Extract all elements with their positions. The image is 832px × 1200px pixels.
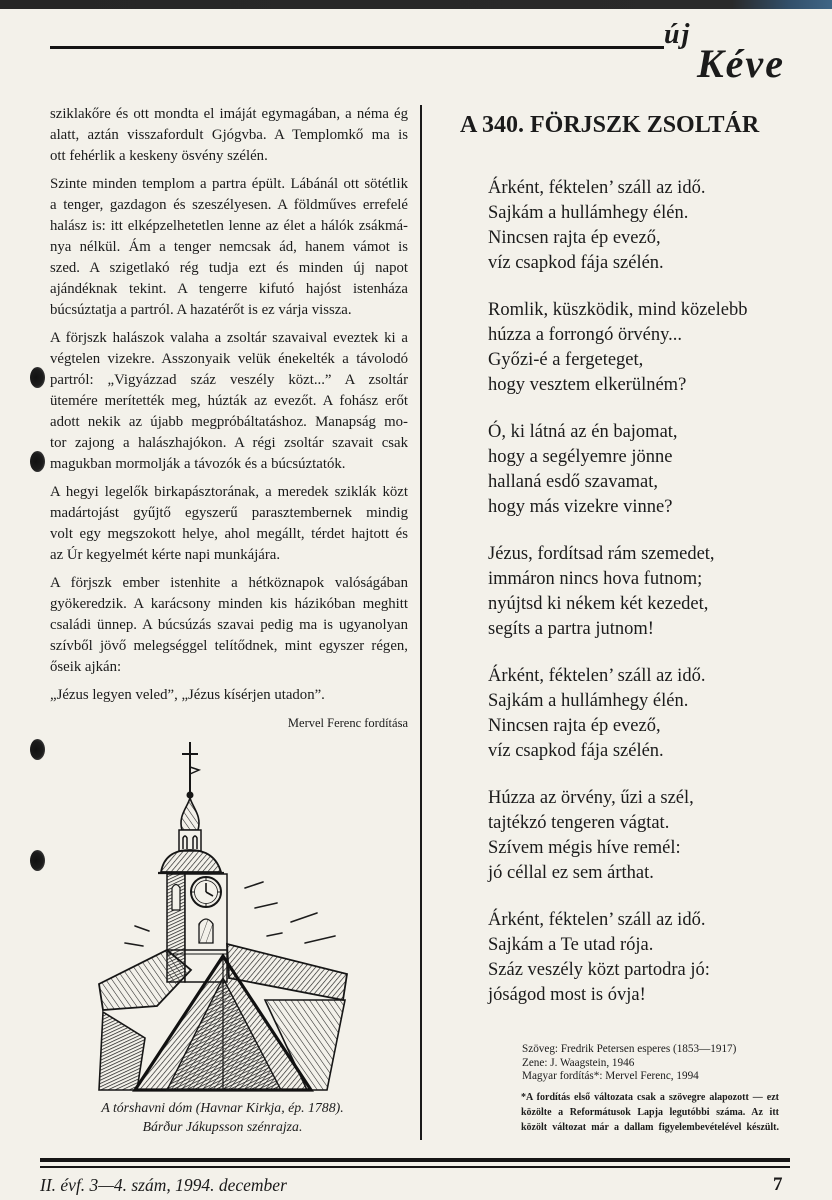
credit-translation: Magyar fordítás*: Mervel Ferenc, 1994 [522,1070,699,1083]
punch-hole [30,850,45,871]
illustration-caption [95,1098,350,1136]
text-line: A förjszk ember istenhite a hétköznapok valóságában [50,575,408,591]
paragraph [50,104,408,167]
text-line: partról: „Vigyázzad száz veszély közt...” A zsoltár [50,372,408,388]
column-divider [420,105,422,1140]
caption-line: A tórshavni dóm (Havnar Kirkja, ép. 1788). [101,1100,344,1115]
text-line: tor zajong a halászhajókon. A régi zsoltár szavait csak [50,435,408,451]
text-line: a tenger, gazdagon és szeszélyesen. A földműves errefelé [50,197,408,213]
footer-rule-thin [40,1166,790,1168]
poem-credits [522,1043,736,1084]
text-line: A förjszk halászok valaha a zsoltár szavaival eveztek ki a [50,330,408,346]
poem-line: Nincsen rajta ép evező, [488,716,661,736]
text-line: őseik ajkán: [50,659,122,675]
cathedral-sketch [95,738,350,1096]
text-line: nya nélkül. Ám a tenger nemcsak ád, hanem vámot is [50,239,408,255]
footnote [521,1090,779,1135]
text-line: szívből jövő melegséggel telítődnek, mint egyszer régen, [50,638,408,654]
caption-line: Bárður Jákupsson szénrajza. [142,1119,303,1134]
text-line: adott nekik az újabb megpróbáltatáshoz. Manapság mo- [50,414,408,430]
punch-hole [30,739,45,760]
credit-text: Szöveg: Fredrik Petersen esperes (1853—1917) [522,1043,737,1055]
poem-line: segíts a partra jutnom! [488,619,654,639]
text-line: végtelen vizekre. Asszonyaik velük énekelték a távolodó [50,351,408,367]
footer-rule-thick [40,1158,790,1162]
poem-line: húzza a forrongó örvény... [488,325,682,345]
poem-line: Szívem mégis híve remél: [488,838,681,858]
text-line: ajándéknak tekint. A tengerre kifutó hajóst istenháza [50,281,408,297]
cross-icon [182,742,199,792]
stanza [488,542,748,642]
blessing-quote: „Jézus legyen veled”, „Jézus kísérjen utadon”. [50,687,325,703]
poem-line: Sajkám a hullámhegy élén. [488,691,689,711]
left-column-article [50,104,408,732]
clock-icon [191,877,221,907]
poem-line: Nincsen rajta ép evező, [488,228,661,248]
page-number: 7 [773,1174,783,1195]
text-line: az Úr kegyelmét kérte napi munkájára. [50,547,281,563]
stanza [488,298,748,398]
text-line: A hegyi legelők birkapásztorának, a meredek sziklák közt [50,484,408,500]
stanza [488,420,748,520]
text-line: ütemére merítették meg, húzták az evezőt. A fohász erőt [50,393,408,409]
poem-line: hogy a segélyemre jönne [488,447,673,467]
text-line: magukban mormolják a távozók és a búcsúztatók. [50,456,346,472]
scan-edge [0,0,832,9]
poem-line: Árként, féktelen’ száll az idő. [488,666,706,686]
poem-title: A 340. FÖRJSZK ZSOLTÁR [460,112,760,138]
stanza [488,908,748,1008]
paragraph [50,328,408,475]
punch-hole [30,367,45,388]
text-line: Szinte minden templom a partra épült. Lábánál ott sötétlik [50,176,408,192]
poem-body [488,176,748,1030]
footnote-line: közölt változat már a dallam figyelembevételével készült. [521,1122,779,1133]
text-line: volt egy megszokott helye, ahol megállt, térdet hajtott és [50,526,408,542]
poem-line: jó céllal ez sem árthat. [488,863,654,883]
poem-line: nyújtsd ki nékem két kezedet, [488,594,709,614]
text-line: madártojást gyűjtő egyszerű parasztembernek mindig [50,505,408,521]
stanza [488,176,748,276]
poem-line: Húzza az örvény, űzi a szél, [488,788,694,808]
poem-line: víz csapkod fája szélén. [488,741,664,761]
stanza [488,786,748,886]
tower-arched-window [199,919,213,943]
logo-main: Kéve [697,41,785,86]
text-line: búcsúztatja a partról. A hazatérőt is ez várja vissza. [50,302,352,318]
footnote-line: *A fordítás első változata csak a szövegre alapozott — ezt [521,1092,779,1103]
text-line: gyökeredzik. A karácsony minden kis házikóban meghitt [50,596,408,612]
poem-line: Árként, féktelen’ száll az idő. [488,178,706,198]
text-line: szed. A szigetlakó rég tudja ezt és minden új napot [50,260,408,276]
translator-credit: Mervel Ferenc fordítása [287,716,408,730]
poem-line: immáron nincs hova futnom; [488,569,703,589]
lantern [179,830,201,851]
poem-line: jóságod most is óvja! [488,985,646,1005]
text-line: ott fehérlik a keskeny ösvény szélén. [50,148,268,164]
tower-window [172,885,180,911]
poem-line: Győzi-é a fergeteget, [488,350,644,370]
poem-line: hallaná esdő szavamat, [488,472,659,492]
poem-line: Jézus, fordítsad rám szemedet, [488,544,715,564]
poem-line: hogy vesztem elkerülném? [488,375,687,395]
issue-info: II. évf. 3—4. szám, 1994. december [40,1175,287,1195]
text-line: halász is: itt elképzelhetetlen lenne az élet a hálók zsákmá- [50,218,408,234]
left-roof [99,950,191,1010]
poem-line: Sajkám a Te utad rója. [488,935,654,955]
footnote-line: közölte a Reformátusok Lapja legutóbbi száma. Az itt [521,1107,779,1118]
tower-dome [161,850,221,872]
text-line: alatt, aztán visszafordult Gjógvba. A Templomkő ma is [50,127,408,143]
text-line: családi ünnep. A búcsúzás szavai pedig ma is ugyanolyan [50,617,408,633]
poem-line: Sajkám a hullámhegy élén. [488,203,689,223]
paragraph [50,573,408,678]
poem-line: Romlik, küszködik, mind közelebb [488,300,748,320]
poem-line: Árként, féktelen’ száll az idő. [488,910,706,930]
sketch-strokes [125,882,335,946]
poem-line: Száz veszély közt partodra jó: [488,960,710,980]
poem-line: Ó, ki látná az én bajomat, [488,422,678,442]
poem-line: víz csapkod fája szélén. [488,253,664,273]
header-rule [50,46,664,49]
stanza [488,664,748,764]
punch-hole [30,451,45,472]
paragraph [50,174,408,321]
poem-line: tajtékzó tengeren vágtat. [488,813,670,833]
text-line: sziklakőre és ott mondta el imáját egymagában, a néma ég [50,106,408,122]
spire [181,798,199,830]
left-lower-roof [99,1012,145,1090]
logo-small: új [664,19,692,50]
poem-line: hogy más vizekre vinne? [488,497,673,517]
paragraph [50,482,408,566]
credit-music: Zene: J. Waagstein, 1946 [522,1056,635,1069]
